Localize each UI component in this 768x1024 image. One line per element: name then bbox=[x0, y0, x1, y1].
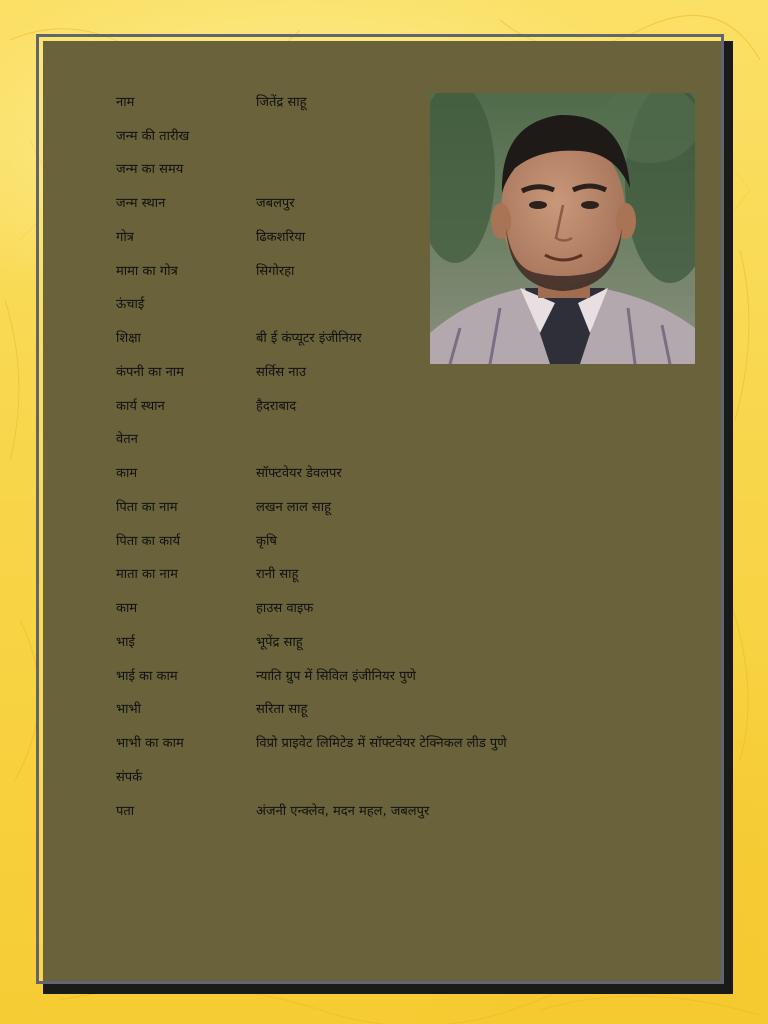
field-value: बी ई कंप्यूटर इंजीनियर bbox=[256, 331, 362, 347]
field-label: गोत्र bbox=[116, 229, 134, 245]
field-value: सर्विस नाउ bbox=[256, 364, 307, 380]
biodata-row bbox=[116, 725, 716, 759]
field-value: कृषि bbox=[256, 533, 277, 549]
biodata-row bbox=[116, 455, 716, 489]
field-label: माता का नाम bbox=[116, 567, 178, 583]
field-label: नाम bbox=[116, 94, 135, 110]
biodata-row bbox=[116, 759, 716, 793]
biodata-row bbox=[116, 793, 716, 827]
field-value: लखन लाल साहू bbox=[256, 499, 331, 515]
field-label: काम bbox=[116, 466, 138, 482]
field-label: भाभी का काम bbox=[116, 736, 184, 752]
biodata-row bbox=[116, 422, 716, 456]
biodata-row bbox=[116, 388, 716, 422]
field-label: ऊंचाई bbox=[116, 297, 145, 313]
biodata-row bbox=[116, 523, 716, 557]
field-value: विप्रो प्राइवेट लिमिटेड में सॉफ्टवेयर टेक्निकल लीड पुणे bbox=[256, 736, 507, 752]
field-label: जन्म का समय bbox=[116, 162, 184, 178]
biodata-row bbox=[116, 489, 716, 523]
field-label: पता bbox=[116, 803, 135, 819]
biodata-row bbox=[116, 658, 716, 692]
field-label: कंपनी का नाम bbox=[116, 364, 184, 380]
field-value: जितेंद्र साहू bbox=[256, 94, 307, 110]
biodata-row bbox=[116, 590, 716, 624]
field-label: मामा का गोत्र bbox=[116, 263, 178, 279]
field-label: कार्य स्थान bbox=[116, 398, 165, 414]
biodata-row bbox=[116, 692, 716, 726]
field-label: भाभी bbox=[116, 702, 142, 718]
field-label: शिक्षा bbox=[116, 331, 141, 347]
profile-photo bbox=[430, 93, 695, 364]
field-value: भूपेंद्र साहू bbox=[256, 634, 303, 650]
field-label: संपर्क bbox=[116, 769, 143, 785]
field-value: जबलपुर bbox=[256, 196, 295, 212]
field-label: पिता का कार्य bbox=[116, 533, 181, 549]
field-value: हैदराबाद bbox=[256, 398, 297, 414]
biodata-row bbox=[116, 624, 716, 658]
field-label: पिता का नाम bbox=[116, 499, 178, 515]
field-label: काम bbox=[116, 601, 138, 617]
field-label: जन्म स्थान bbox=[116, 196, 166, 212]
field-value: सॉफ्टवेयर डेवलपर bbox=[256, 466, 342, 482]
field-value: सिगोरहा bbox=[256, 263, 295, 279]
field-value: सरिता साहू bbox=[256, 702, 308, 718]
field-label: जन्म की तारीख bbox=[116, 128, 190, 144]
field-value: रानी साहू bbox=[256, 567, 299, 583]
field-value: न्याति ग्रुप में सिविल इंजीनियर पुणे bbox=[256, 668, 416, 684]
field-label: भाई bbox=[116, 634, 135, 650]
biodata-row bbox=[116, 557, 716, 591]
field-value: हाउस वाइफ bbox=[256, 601, 314, 617]
field-value: अंजनी एन्क्लेव, मदन महल, जबलपुर bbox=[256, 803, 430, 819]
field-label: वेतन bbox=[116, 432, 138, 448]
field-value: ढिकशरिया bbox=[256, 229, 306, 245]
field-label: भाई का काम bbox=[116, 668, 178, 684]
